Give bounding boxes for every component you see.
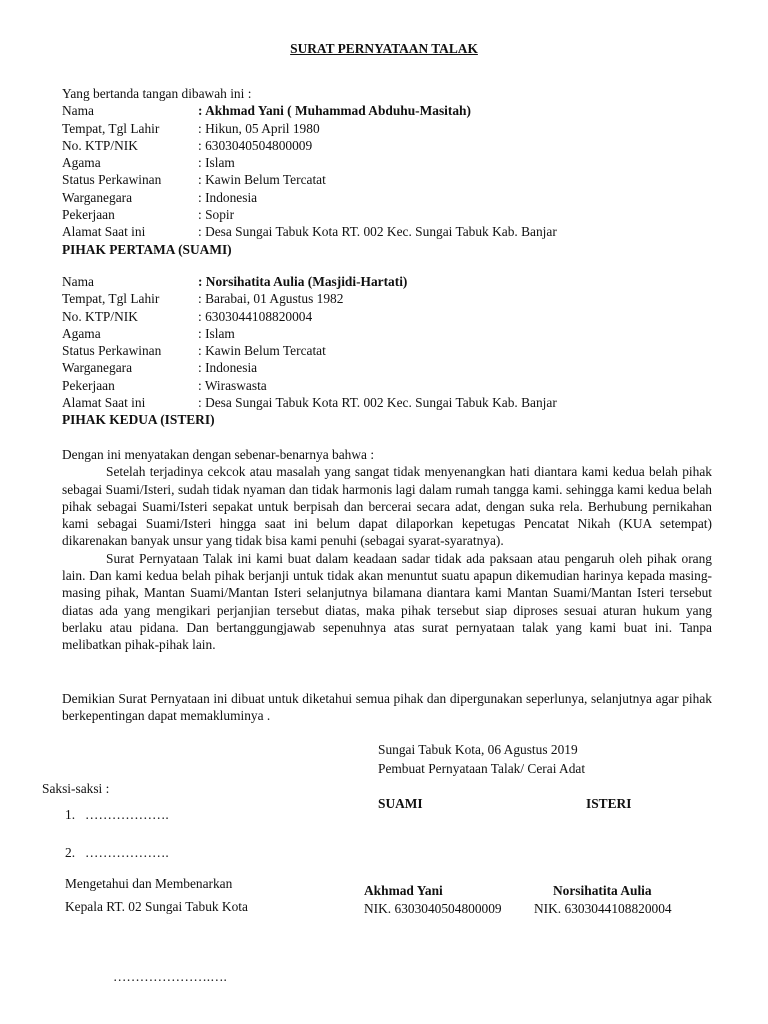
field-label: Alamat Saat ini — [62, 224, 146, 240]
first-party-row-address — [62, 223, 712, 240]
second-party-row-address — [62, 394, 712, 411]
field-label: No. KTP/NIK — [62, 137, 138, 153]
field-label: Agama — [62, 325, 101, 341]
acknowledge-line-2: Kepala RT. 02 Sungai Tabuk Kota — [65, 899, 248, 914]
wife-title: ISTERI — [586, 796, 632, 811]
field-label: Status Perkawinan — [62, 172, 162, 188]
rt-head-signature-dots: ………………….…. — [113, 969, 227, 984]
field-value: : Desa Sungai Tabuk Kota RT. 002 Kec. Sungai Tabuk Kab. Banjar — [198, 224, 557, 240]
field-label: No. KTP/NIK — [62, 308, 138, 324]
field-value: : Norsihatita Aulia (Masjidi-Hartati) — [198, 274, 408, 289]
field-label: Nama — [62, 274, 94, 289]
field-value: : Wiraswasta — [198, 377, 267, 393]
place-date: Sungai Tabuk Kota, 06 Agustus 2019 — [378, 742, 578, 757]
witness-dots: ………………. — [85, 845, 169, 860]
field-value: : Kawin Belum Tercatat — [198, 343, 326, 359]
witness-number: 2. — [65, 845, 76, 860]
field-label: Tempat, Tgl Lahir — [62, 120, 160, 136]
field-label: Pekerjaan — [62, 377, 115, 393]
second-party-row-occupation — [62, 377, 712, 394]
closing-paragraph: Demikian Surat Pernyataan ini dibuat untuk diketahui semua pihak dan dipergunakan seperlunya, selanjutnya agar pihak berkepentingan dapat memakluminya . — [62, 691, 712, 724]
field-value: : Hikun, 05 April 1980 — [198, 120, 320, 136]
wife-nik: NIK. 6303044108820004 — [534, 901, 672, 916]
statement-intro: Dengan ini menyatakan dengan sebenar-benarnya bahwa : — [62, 447, 375, 462]
field-value: : Akhmad Yani ( Muhammad Abduhu-Masitah) — [198, 103, 471, 119]
witness-number: 1. — [65, 807, 76, 822]
witness-item-2 — [65, 844, 169, 861]
first-party-row-citizenship — [62, 189, 712, 206]
field-label: Alamat Saat ini — [62, 395, 146, 411]
husband-name: Akhmad Yani — [364, 883, 443, 898]
maker-line: Pembuat Pernyataan Talak/ Cerai Adat — [378, 761, 586, 776]
field-label: Warganegara — [62, 360, 133, 376]
field-label: Tempat, Tgl Lahir — [62, 291, 160, 307]
field-value: : Sopir — [198, 207, 235, 223]
field-value: : Indonesia — [198, 360, 258, 376]
first-party-row-religion — [62, 154, 712, 171]
field-label: Pekerjaan — [62, 207, 115, 223]
second-party-heading: PIHAK KEDUA (ISTERI) — [62, 412, 215, 428]
field-label: Warganegara — [62, 189, 133, 205]
first-party-block — [62, 85, 712, 258]
second-party-row-birth — [62, 290, 712, 307]
witnesses-label: Saksi-saksi : — [42, 781, 110, 796]
document-title: SURAT PERNYATAAN TALAK — [290, 41, 478, 56]
closing-block — [62, 690, 712, 725]
first-party-row-nik — [62, 137, 712, 154]
second-party-row-citizenship — [62, 359, 712, 376]
first-party-row-birth — [62, 120, 712, 137]
field-value: : Islam — [198, 325, 235, 341]
witness-item-1 — [65, 806, 169, 823]
field-value: : 6303044108820004 — [198, 308, 313, 324]
field-value: : Desa Sungai Tabuk Kota RT. 002 Kec. Sungai Tabuk Kab. Banjar — [198, 395, 557, 411]
first-party-row-name — [62, 102, 712, 119]
first-party-row-marital — [62, 171, 712, 188]
field-label: Status Perkawinan — [62, 343, 162, 359]
field-value: : Indonesia — [198, 189, 258, 205]
statement-body — [62, 446, 712, 654]
field-value: : Kawin Belum Tercatat — [198, 172, 326, 188]
field-value: : 6303040504800009 — [198, 137, 313, 153]
field-label: Nama — [62, 103, 94, 119]
field-label: Agama — [62, 155, 101, 171]
paragraph-1: Setelah terjadinya cekcok atau masalah yang sangat tidak menyenangkan hati diantara kami kedua belah pihak sebagai Suami/Isteri, sudah tidak nyaman dan tidak harmonis lagi dalam rumah tangga kami. sehingga kami kedua belah pihak sebagai Suami/Isteri sepakat untuk berpisah dan bercerai secara adat, dengan suka rela. Berhubung pernikahan kami sebagai Suami/Isteri hingga saat ini belum dapat dilaporkan kepetugas Pencatat Nikah (KUA setempat) dikarenakan banyak unsur yang tidak bisa kami penuhi (sebagai syarat-syaratnya). — [62, 464, 712, 549]
second-party-row-name — [62, 273, 712, 290]
acknowledge-line-1: Mengetahui dan Membenarkan — [65, 876, 233, 891]
second-party-row-religion — [62, 325, 712, 342]
second-party-row-marital — [62, 342, 712, 359]
field-value: : Islam — [198, 155, 235, 171]
intro-line: Yang bertanda tangan dibawah ini : — [62, 86, 252, 101]
husband-nik: NIK. 6303040504800009 — [364, 901, 502, 916]
first-party-heading: PIHAK PERTAMA (SUAMI) — [62, 241, 232, 257]
second-party-block — [62, 273, 712, 429]
paragraph-2: Surat Pernyataan Talak ini kami buat dalam keadaan sadar tidak ada paksaan atau pengaruh oleh pihak orang lain. Dan kami kedua belah pihak berjanji untuk tidak akan menuntut suatu apapun dikemudian harinya kepada masing-masing pihak, Mantan Suami/Mantan Isteri selanjutnya bilamana diantara kami Mantan Suami/Mantan Isteri tersebut diatas ada yang mengikari perjanjian tersebut diatas, maka pihak tersebut siap diproses sesuai aturan hukum yang berlaku atau pidana. Dan bertanggungjawab sepenuhnya atas surat pernyataan talak yang kami buat ini. Tanpa melibatkan pihak-pihak lain. — [62, 550, 712, 653]
second-party-row-nik — [62, 308, 712, 325]
field-value: : Barabai, 01 Agustus 1982 — [198, 291, 344, 307]
first-party-row-occupation — [62, 206, 712, 223]
wife-name: Norsihatita Aulia — [553, 883, 652, 898]
witness-dots: ………………. — [85, 807, 169, 822]
husband-title: SUAMI — [378, 796, 423, 811]
